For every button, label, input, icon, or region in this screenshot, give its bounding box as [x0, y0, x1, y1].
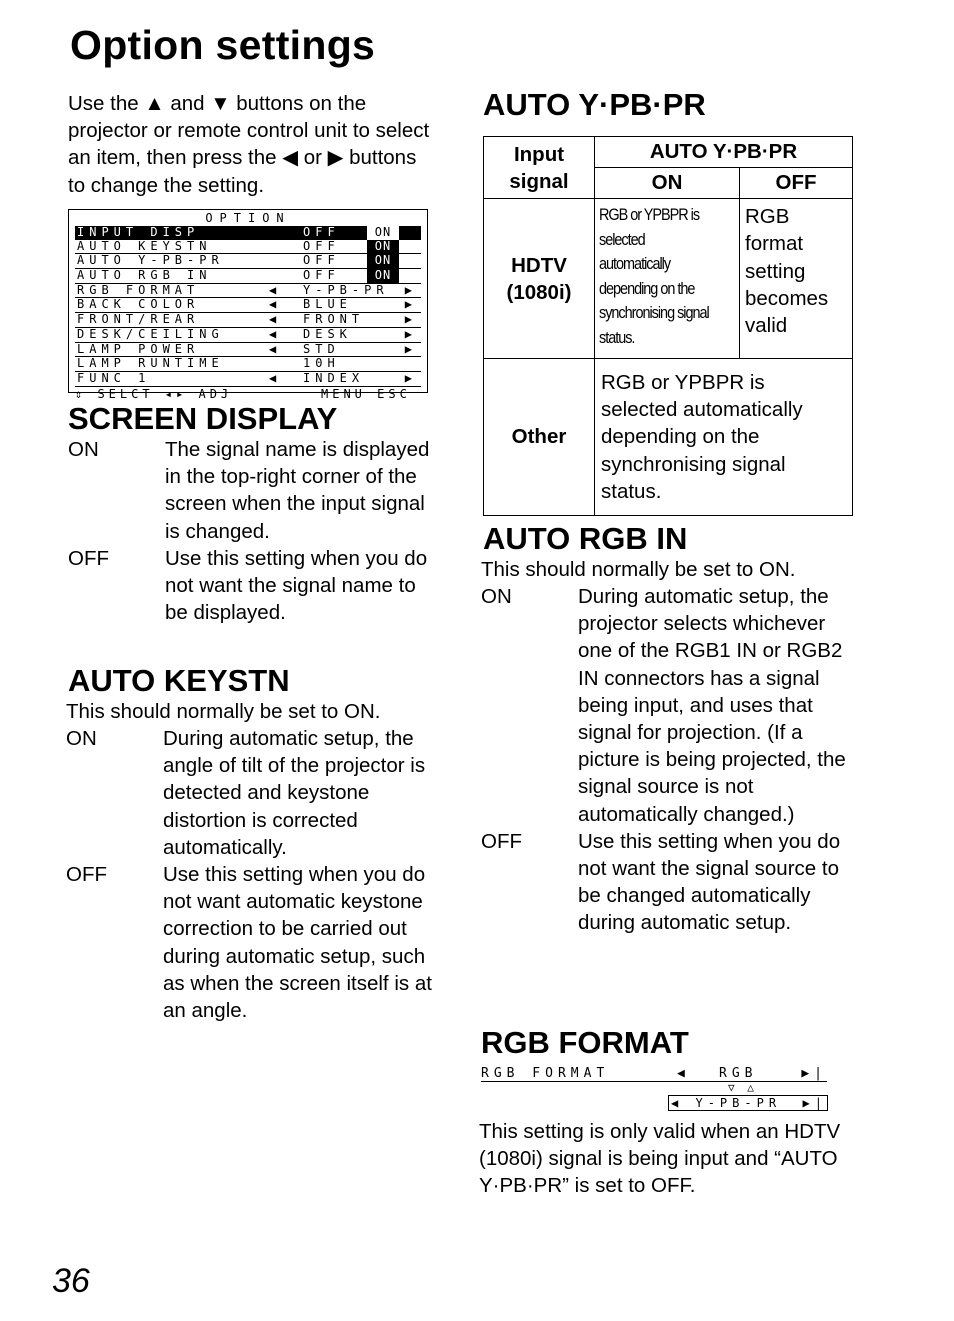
- osd-footer-right: MENU ESC: [321, 386, 411, 401]
- right-arrow-icon: ▶: [404, 370, 417, 385]
- osd-row-badge: ON: [367, 226, 399, 240]
- left-arrow-icon: ◀: [269, 326, 282, 341]
- osd-rows: [69, 226, 427, 387]
- auto-keystn-list: [66, 725, 438, 1024]
- osd-footer: [75, 387, 421, 401]
- osd-footer-left: ⇕ SELCT ◂▸ ADJ: [75, 386, 233, 401]
- osd-row-name: FUNC 1: [77, 370, 151, 385]
- osd-row: [75, 254, 421, 269]
- osd-row-value: OFF: [303, 238, 340, 253]
- auto-keystn-heading: AUTO KEYSTN: [68, 663, 290, 698]
- screen-display-heading: SCREEN DISPLAY: [68, 401, 338, 436]
- table-header-on: ON: [595, 168, 740, 199]
- page-title: Option settings: [70, 22, 376, 68]
- osd-row-value: INDEX: [303, 370, 365, 385]
- def-desc: Use this setting when you do not want the signal name to be displayed.: [165, 546, 428, 625]
- osd-row-name: FRONT/REAR: [77, 312, 200, 327]
- osd-row: [75, 328, 421, 343]
- option-menu-osd: [68, 209, 428, 401]
- def-row: [66, 725, 438, 861]
- auto-ypbpr-heading: AUTO Y·PB·PR: [483, 87, 706, 122]
- osd-row-name: AUTO KEYSTN: [77, 238, 212, 253]
- osd-row-name: RGB FORMAT: [77, 282, 200, 297]
- osd-row-name: DESK/CEILING: [77, 326, 224, 341]
- rgb-format-osd-alt-value: Y-PB-PR: [695, 1096, 782, 1110]
- osd-row: [75, 298, 421, 313]
- right-arrow-icon: ▶|: [802, 1096, 827, 1110]
- osd-row-badge: ON: [367, 240, 399, 254]
- page-number: 36: [52, 1262, 90, 1300]
- left-arrow-icon: ◀: [269, 370, 282, 385]
- osd-row-value: Y-PB-PR: [303, 282, 389, 297]
- osd-row-value: DESK: [303, 326, 352, 341]
- osd-row-value: BLUE: [303, 297, 352, 312]
- right-arrow-icon: ▶: [404, 341, 417, 356]
- osd-row: [75, 240, 421, 255]
- def-desc: During automatic setup, the projector selects whichever one of the RGB1 IN or RGB2 IN connectors has a signal being input, and uses that signal for projection. (If a picture is being projected, the signal source is not automatically changed.): [578, 585, 846, 826]
- left-arrow-icon: ◀: [671, 1096, 684, 1110]
- left-arrow-icon: ◀: [269, 282, 282, 297]
- rgb-format-desc: This setting is only valid when an HDTV (1080i) signal is being input and “AUTO Y·PB·PR” is set to OFF.: [479, 1120, 841, 1198]
- osd-row-badge: ON: [367, 254, 399, 268]
- osd-row-value: STD: [303, 341, 340, 356]
- def-desc: Use this setting when you do not want automatic keystone correction to be carried out during automatic setup, such as when the screen itself is at an angle.: [163, 863, 432, 1023]
- def-term: ON: [481, 585, 512, 608]
- osd-row-name: BACK COLOR: [77, 297, 200, 312]
- osd-row-value: FRONT: [303, 312, 365, 327]
- def-desc: Use this setting when you do not want the signal source to be changed automatically during automatic setup.: [578, 829, 841, 935]
- rgb-format-osd-row: [481, 1067, 827, 1082]
- osd-row: [75, 313, 421, 328]
- osd-row: [75, 357, 421, 372]
- rgb-format-osd-label: RGB FORMAT: [481, 1066, 610, 1081]
- rgb-format-heading: RGB FORMAT: [481, 1025, 689, 1060]
- rgb-format-osd-value: RGB: [719, 1066, 758, 1081]
- right-arrow-icon: ▶: [404, 312, 417, 327]
- osd-row: [75, 269, 421, 284]
- right-arrow-icon: ▶: [404, 297, 417, 312]
- intro-text: Use the ▲ and ▼ buttons on the projector or remote control unit to select an item, then press the ◀ or ▶ buttons to change the setting.: [68, 92, 430, 197]
- hdtv-on-text: RGB or YPBPR is selected automatically depending on the synchronising signal status.: [599, 205, 709, 347]
- auto-rgb-in-note: This should normally be set to ON.: [481, 558, 796, 581]
- table-header-input: Input signal: [484, 137, 595, 199]
- def-row: [481, 828, 853, 937]
- def-row: [68, 436, 436, 545]
- table-header-group: AUTO Y·PB·PR: [595, 137, 853, 168]
- auto-keystn-note: This should normally be set to ON.: [66, 700, 381, 723]
- auto-rgb-in-heading: AUTO RGB IN: [483, 521, 688, 556]
- osd-row: [75, 226, 421, 240]
- osd-row-badge: ON: [367, 269, 399, 283]
- def-term: OFF: [68, 546, 109, 570]
- table-row-other-label: Other: [484, 359, 595, 516]
- table-header-off: OFF: [740, 168, 853, 199]
- def-term: OFF: [66, 863, 107, 887]
- def-row: [481, 583, 853, 828]
- osd-row-name: INPUT DISP: [77, 225, 200, 239]
- def-row: [66, 861, 438, 1024]
- auto-ypbpr-table: [483, 136, 853, 516]
- osd-row-name: AUTO RGB IN: [77, 268, 212, 283]
- osd-row-name: LAMP POWER: [77, 341, 200, 356]
- screen-display-list: [68, 436, 436, 626]
- left-arrow-icon: ◀: [269, 312, 282, 327]
- rgb-format-toggle-arrows: ▽ △: [728, 1081, 757, 1094]
- right-arrow-icon: ▶: [404, 326, 417, 341]
- osd-row: [75, 372, 421, 387]
- left-arrow-icon: ◀: [677, 1066, 690, 1081]
- table-cell-other: RGB or YPBPR is selected automatically depending on the synchronising signal status.: [595, 359, 853, 516]
- def-term: OFF: [481, 829, 522, 853]
- osd-row-name: AUTO Y-PB-PR: [77, 253, 224, 268]
- right-arrow-icon: ▶: [404, 282, 417, 297]
- def-desc: The signal name is displayed in the top-right corner of the screen when the input signal is changed.: [165, 438, 430, 543]
- osd-title: OPTION: [205, 211, 291, 225]
- def-desc: During automatic setup, the angle of tilt of the projector is detected and keystone distortion is corrected automatically.: [163, 727, 426, 859]
- def-term: ON: [66, 727, 97, 750]
- def-term: ON: [68, 438, 99, 461]
- rgb-format-osd-alt: [668, 1095, 828, 1111]
- osd-row-name: LAMP RUNTIME: [77, 356, 224, 371]
- osd-row: [75, 284, 421, 299]
- osd-row-value: OFF: [303, 253, 340, 268]
- table-row-hdtv-label: HDTV (1080i): [484, 199, 595, 359]
- auto-rgb-in-list: [481, 583, 853, 937]
- table-cell-hdtv-off: RGB format setting becomes valid: [740, 199, 853, 359]
- table-cell-hdtv-on: [595, 199, 740, 359]
- left-arrow-icon: ◀: [269, 297, 282, 312]
- left-arrow-icon: ◀: [269, 341, 282, 356]
- def-row: [68, 545, 436, 627]
- osd-row: [75, 343, 421, 358]
- osd-row-value: OFF: [303, 225, 340, 239]
- right-arrow-icon: ▶|: [801, 1066, 827, 1081]
- osd-row-value: OFF: [303, 268, 340, 283]
- osd-row-value: 10H: [303, 356, 340, 371]
